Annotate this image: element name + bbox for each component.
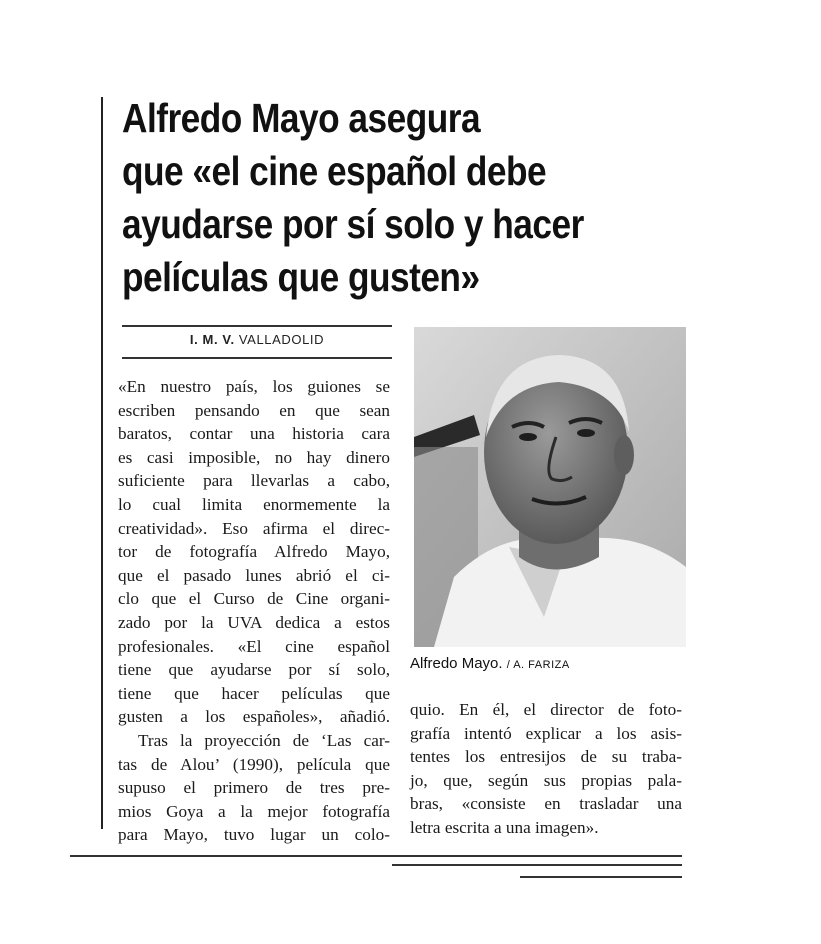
portrait-image [414, 327, 686, 647]
body-line: tentes los entresijos de su traba- [410, 747, 682, 767]
body-line: grafía intentó explicar a los asis- [410, 723, 682, 743]
body-line: jo, que, según sus propias pala- [410, 770, 682, 790]
byline-initials: I. M. V. [189, 332, 235, 347]
body-line: tas de Alou’ (1990), película que [118, 754, 390, 774]
headline [122, 92, 621, 304]
body-line: letra escrita a una imagen». [410, 817, 599, 837]
body-line: gusten a los españoles», añadió. [118, 707, 390, 727]
bottom-rule [70, 855, 682, 857]
left-margin-rule [101, 97, 103, 829]
caption-name: Alfredo Mayo. [410, 655, 503, 672]
body-line: profesionales. «El cine español [118, 636, 390, 656]
byline-rule-top [122, 325, 392, 327]
body-line: lo cual limita enormemente la [118, 494, 390, 514]
body-line: mios Goya a la mejor fotografía [118, 801, 390, 821]
body-line: quio. En él, el director de foto- [410, 700, 682, 719]
body-line: baratos, contar una historia cara [118, 424, 390, 444]
body-line: creatividad». Eso afirma el direc- [118, 518, 390, 538]
bottom-rule-tertiary [520, 876, 682, 878]
portrait-photo [414, 327, 686, 647]
article-body-right [410, 698, 682, 840]
body-line: tiene que hacer películas que [118, 683, 390, 703]
body-line: tor de fotografía Alfredo Mayo, [118, 542, 390, 562]
body-line: zado por la UVA dedica a estos [118, 612, 390, 632]
body-line: escriben pensando en que sean [118, 400, 390, 420]
headline-line: que «el cine español debe [122, 148, 547, 194]
body-line: que el pasado lunes abrió el ci- [118, 565, 390, 585]
body-line: supuso el primero de tres pre- [118, 778, 390, 798]
body-line: es casi imposible, no hay dinero [118, 447, 390, 467]
body-line: clo que el Curso de Cine organi- [118, 589, 390, 609]
bottom-rule-secondary [392, 864, 682, 866]
body-line: suficiente para llevarlas a cabo, [118, 471, 390, 491]
photo-caption [410, 655, 570, 672]
headline-line: ayudarse por sí solo y hacer [122, 201, 584, 247]
article-body-left [118, 375, 390, 847]
headline-line: Alfredo Mayo asegura [122, 95, 481, 141]
body-line: bras, «consiste en trasladar una [410, 794, 682, 814]
body-line: para Mayo, tuvo lugar un colo- [118, 825, 390, 845]
body-line: tiene que ayudarse por sí solo, [118, 660, 390, 680]
byline [122, 332, 392, 347]
caption-credit: / A. FARIZA [506, 659, 570, 671]
byline-place: VALLADOLID [238, 332, 325, 347]
headline-line: películas que gusten» [122, 254, 480, 300]
byline-rule-bottom [122, 357, 392, 359]
body-line: «En nuestro país, los guiones se [118, 377, 390, 396]
body-line: Tras la proyección de ‘Las car- [138, 730, 390, 750]
